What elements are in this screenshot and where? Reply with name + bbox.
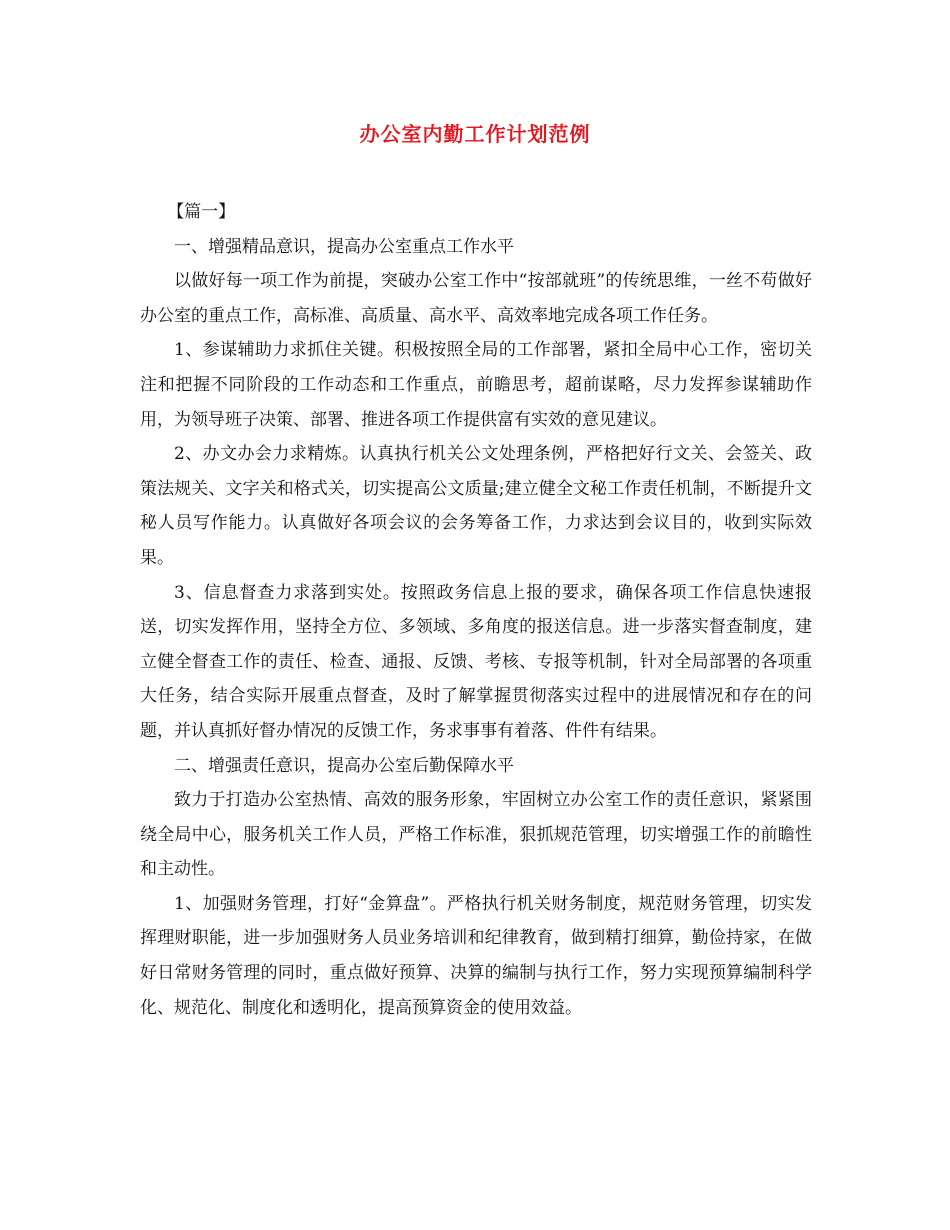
section-label: 【篇一】 bbox=[167, 202, 236, 222]
heading-1: 一、增强精品意识，提高办公室重点工作水平 bbox=[174, 236, 514, 257]
paragraph: 1、加强财务管理，打好“金算盘”。严格执行机关财务制度，规范财务管理，切实发挥理财职能，进一步加强财务人员业务培训和纪律教育，做到精打细算，勤俭持家，在做好日常财务管理的同时，重点做好预算、决算的编制与执行工作，努力实现预算编制科学化、规范化、制度化和透明化，提高预算资金的使用效益。 bbox=[140, 893, 812, 1018]
paragraph: 以做好每一项工作为前提，突破办公室工作中“按部就班”的传统思维，一丝不苟做好办公室的重点工作，高标准、高质量、高水平、高效率地完成各项工作任务。 bbox=[140, 271, 812, 326]
paragraph: 2、办文办会力求精炼。认真执行机关公文处理条例，严格把好行文关、会签关、政策法规关、文字关和格式关，切实提高公文质量;建立健全文秘工作责任机制，不断提升文秘人员写作能力。认真做好各项会议的会务筹备工作，力求达到会议目的，收到实际效果。 bbox=[140, 444, 812, 568]
document-body bbox=[140, 195, 812, 1025]
heading-2: 二、增强责任意识，提高办公室后勤保障水平 bbox=[174, 755, 514, 776]
paragraph: 3、信息督查力求落到实处。按照政务信息上报的要求，确保各项工作信息快速报送，切实发挥作用，坚持全方位、多领域、多角度的报送信息。进一步落实督查制度，建立健全督查工作的责任、检查、通报、反馈、考核、专报等机制，针对全局部署的各项重大任务，结合实际开展重点督查，及时了解掌握贯彻落实过程中的进展情况和存在的问题，并认真抓好督办情况的反馈工作，务求事事有着落、件件有结果。 bbox=[140, 582, 812, 741]
paragraph: 1、参谋辅助力求抓住关键。积极按照全局的工作部署，紧扣全局中心工作，密切关注和把握不同阶段的工作动态和工作重点，前瞻思考，超前谋略，尽力发挥参谋辅助作用，为领导班子决策、部署、推进各项工作提供富有实效的意见建议。 bbox=[140, 340, 812, 430]
paragraph: 致力于打造办公室热情、高效的服务形象，牢固树立办公室工作的责任意识，紧紧围绕全局中心，服务机关工作人员，严格工作标准，狠抓规范管理，切实增强工作的前瞻性和主动性。 bbox=[140, 790, 812, 880]
document-title: 办公室内勤工作计划范例 bbox=[359, 122, 591, 146]
